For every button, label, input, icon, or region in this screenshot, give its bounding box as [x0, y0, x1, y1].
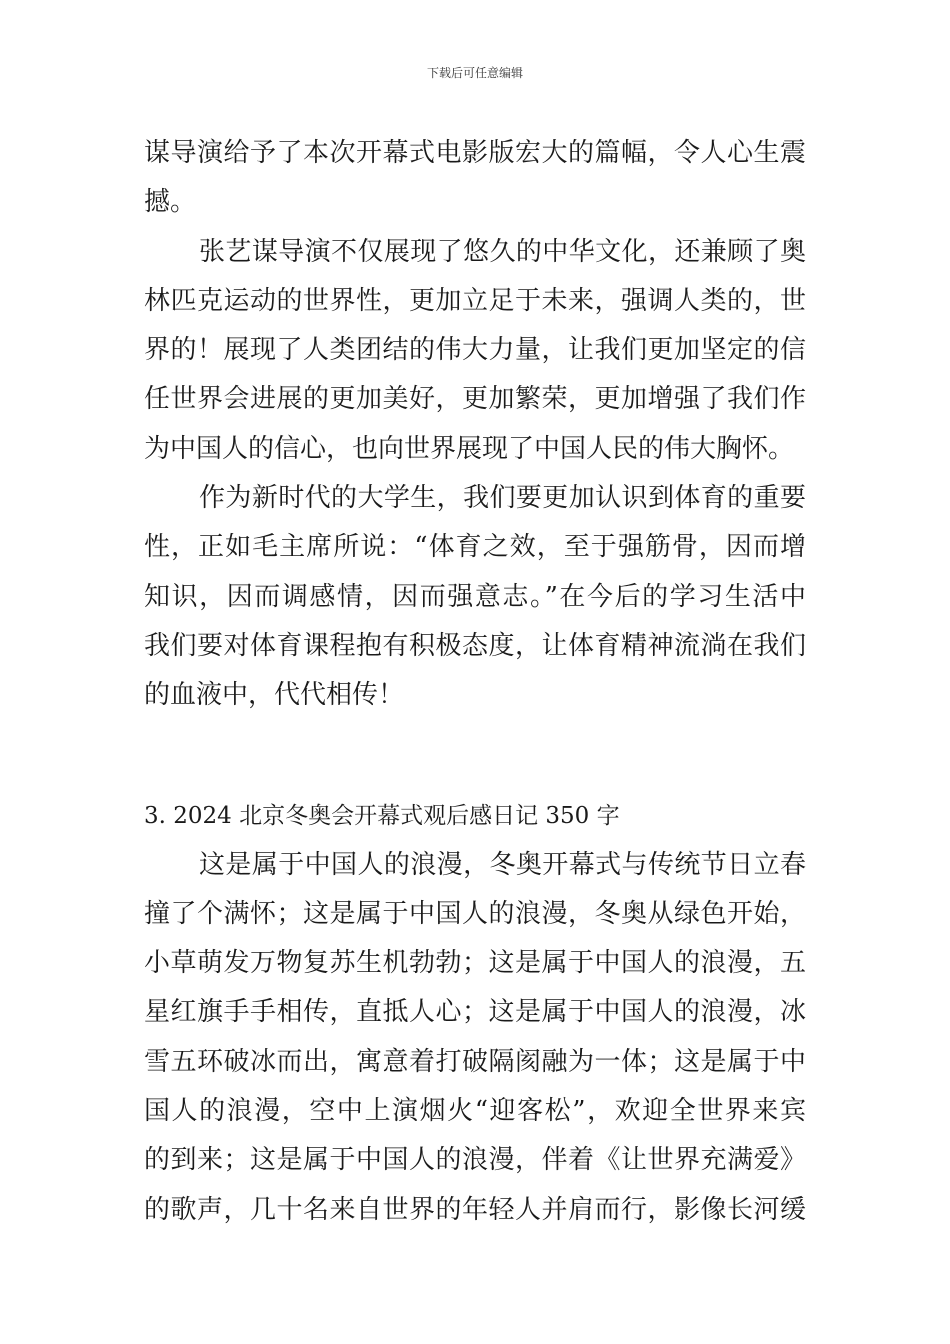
text-line: 星红旗手手相传，直抵人心；这是属于中国人的浪漫，冰 [144, 997, 806, 1028]
text-line: 撞了个满怀；这是属于中国人的浪漫，冬奥从绿色开始， [144, 898, 806, 929]
paragraph-1 [144, 129, 806, 228]
text-line: 的血液中，代代相传！ [144, 680, 405, 711]
text-line: 为中国人的信心，也向世界展现了中国人民的伟大胸怀。 [144, 433, 795, 464]
text-line: 林匹克运动的世界性，更加立足于未来，强调人类的，世 [144, 285, 806, 316]
text-line: 小草萌发万物复苏生机勃勃；这是属于中国人的浪漫，五 [144, 948, 806, 979]
text-line: 任世界会进展的更加美好，更加繁荣，更加增强了我们作 [144, 384, 806, 415]
text-line: 这是属于中国人的浪漫，冬奥开幕式与传统节日立春 [199, 849, 806, 880]
section-spacer [144, 721, 806, 798]
text-line: 的歌声，几十名来自世界的年轻人并肩而行，影像长河缓 [144, 1194, 806, 1225]
paragraph-3 [144, 474, 806, 720]
text-line: 作为新时代的大学生，我们要更加认识到体育的重要 [199, 483, 806, 514]
text-line: 谋导演给予了本次开幕式电影版宏大的篇幅，令人心生震 [144, 138, 806, 168]
paragraph-2 [144, 228, 806, 474]
text-line: 的到来；这是属于中国人的浪漫，伴着《让世界充满爱》 [144, 1145, 806, 1176]
text-line: 知识，因而调感情，因而强意志。”在今后的学习生活中 [144, 581, 806, 612]
text-line: 雪五环破冰而出，寓意着打破隔阂融为一体；这是属于中 [144, 1046, 806, 1077]
paragraph-4 [144, 841, 806, 1235]
text-line: 界的！展现了人类团结的伟大力量，让我们更加坚定的信 [144, 335, 806, 366]
document-body [144, 129, 806, 1235]
text-line: 性，正如毛主席所说：“体育之效，至于强筋骨，因而增 [144, 532, 806, 563]
text-line: 国人的浪漫，空中上演烟火“迎客松”，欢迎全世界来宾 [144, 1096, 806, 1127]
text-line: 我们要对体育课程抱有积极态度，让体育精神流淌在我们 [144, 630, 806, 661]
section-heading: 3. 2024 北京冬奥会开幕式观后感日记 350 字 [144, 802, 620, 829]
text-line: 张艺谋导演不仅展现了悠久的中华文化，还兼顾了奥 [199, 236, 806, 267]
page-header: 下载后可任意编辑 [426, 66, 523, 80]
text-line: 撼。 [144, 187, 197, 218]
